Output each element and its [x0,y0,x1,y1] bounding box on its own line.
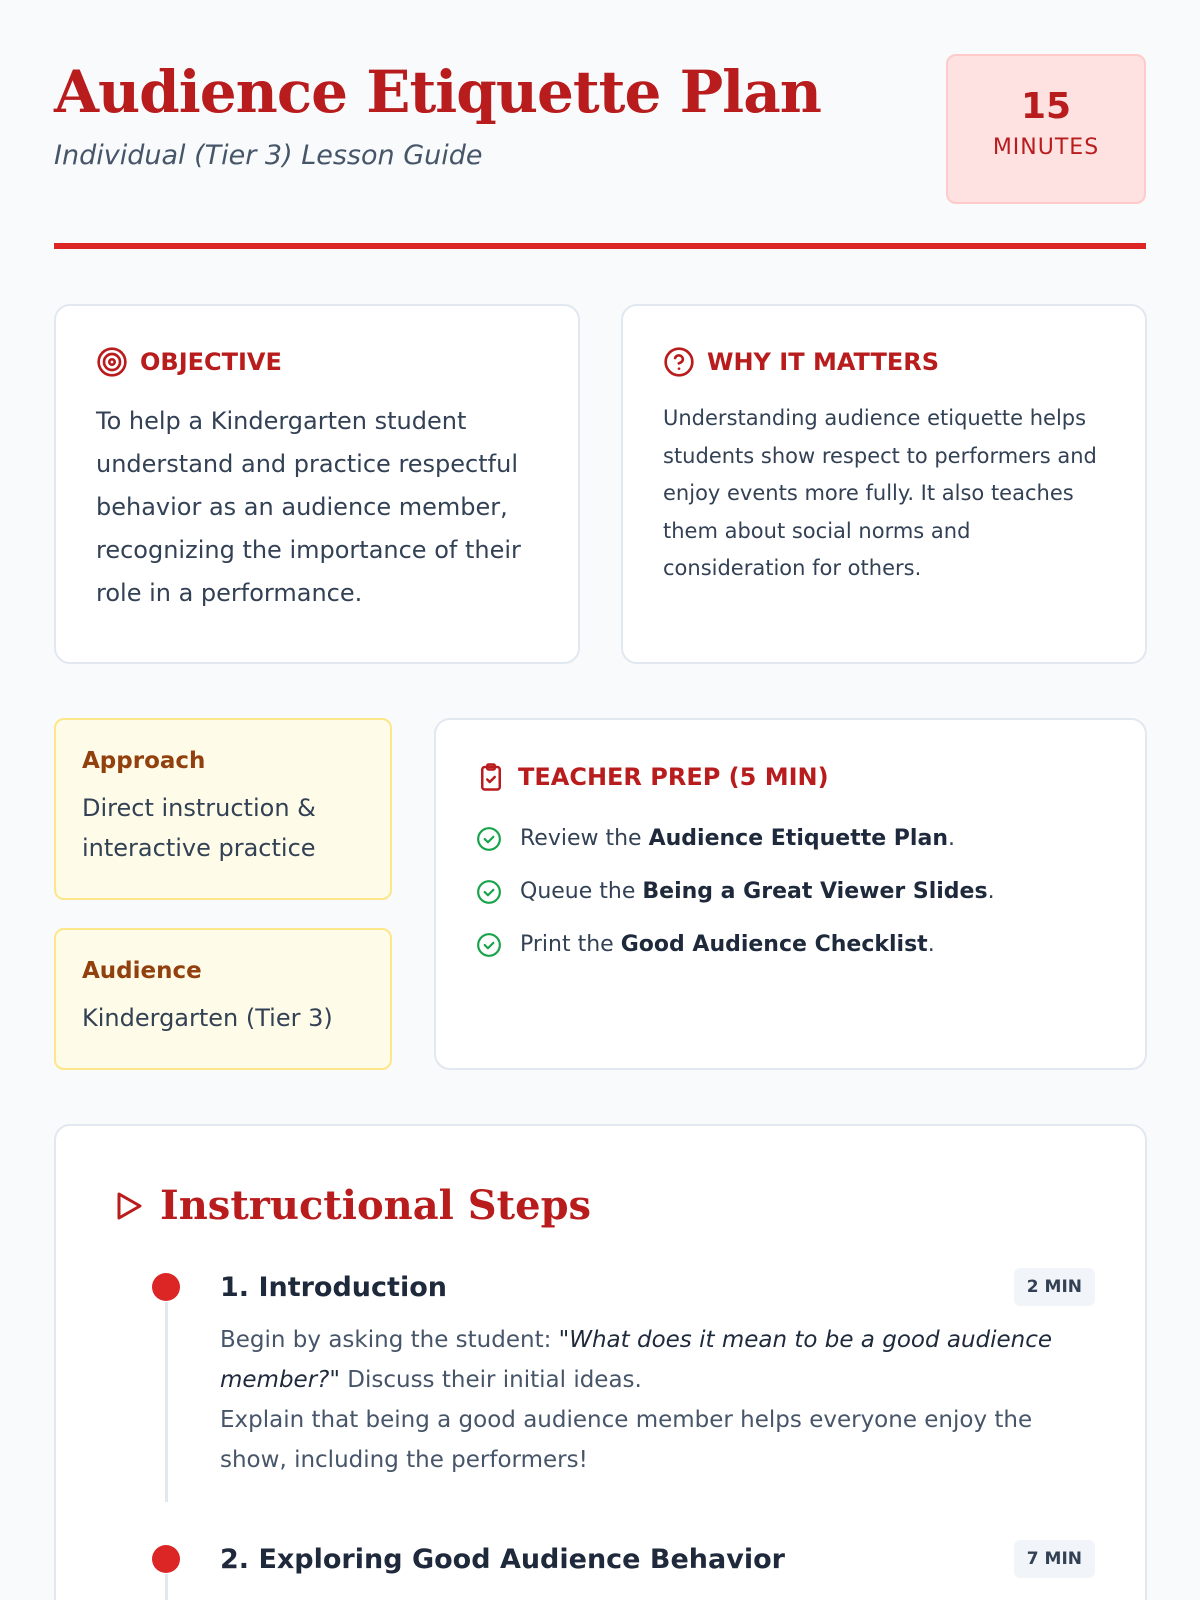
objective-heading: OBJECTIVE [140,348,282,376]
duration-badge [946,54,1146,204]
clipboard-check-icon [476,762,506,792]
step-body: Begin by asking the student: "What does it mean to be a good audience member?" Discuss their initial ideas. Explain that being a good audience member helps everyone enjoy the show, including the performers! [220,1327,1053,1473]
step-item [110,1266,1095,1538]
why-heading: WHY IT MATTERS [707,348,939,376]
approach-card [54,718,392,900]
timeline-dot [152,1273,180,1301]
objective-text: To help a Kindergarten student understand and practice respectful behavior as an audience member, recognizing the importance of their role in a performance. [96,407,521,607]
approach-value: Direct instruction & interactive practice [82,794,316,862]
play-icon [110,1188,146,1224]
timeline-line [165,1302,168,1502]
steps-timeline [110,1266,1095,1580]
step-time-badge: 2 MIN [1014,1268,1095,1306]
objective-card [54,304,580,664]
prep-item-text: Review the Audience Etiquette Plan. [520,826,955,851]
duration-unit: MINUTES [992,135,1100,160]
check-circle-icon [476,879,502,905]
why-text: Understanding audience etiquette helps students show respect to performers and enjoy events more fully. It also teaches them about social norms and consideration for others. [663,406,1097,580]
question-circle-icon [663,346,695,378]
audience-card [54,928,392,1070]
steps-heading: Instructional Steps [160,1182,592,1229]
page-subtitle: Individual (Tier 3) Lesson Guide [54,140,483,171]
step-title: 1. Introduction [220,1271,447,1303]
target-icon [96,346,128,378]
prep-item [476,918,1105,971]
prep-header [476,762,1105,792]
step-time-badge: 7 MIN [1014,1540,1095,1578]
header [54,54,1146,204]
objective-header [96,346,540,378]
instructional-steps-card [54,1124,1147,1600]
prep-item-text: Print the Good Audience Checklist. [520,932,935,957]
step-item [110,1538,1095,1580]
check-circle-icon [476,932,502,958]
audience-value: Kindergarten (Tier 3) [82,1004,333,1032]
check-circle-icon [476,826,502,852]
prep-heading: TEACHER PREP (5 MIN) [518,763,829,791]
timeline-dot [152,1545,180,1573]
prep-item [476,812,1105,865]
timeline-line [165,1574,168,1600]
prep-item [476,865,1105,918]
prep-list [476,812,1105,971]
audience-label: Audience [82,958,202,984]
step-title: 2. Exploring Good Audience Behavior [220,1543,785,1575]
page-title: Audience Etiquette Plan [54,58,821,126]
step-header [220,1538,1095,1580]
teacher-prep-card [434,718,1147,1070]
why-it-matters-card [621,304,1147,664]
prep-item-text: Queue the Being a Great Viewer Slides. [520,879,995,904]
why-header [663,346,1107,378]
steps-header [110,1182,1091,1229]
approach-label: Approach [82,748,206,774]
step-header [220,1266,1095,1308]
duration-value: 15 [1020,86,1072,127]
header-divider [54,243,1146,249]
